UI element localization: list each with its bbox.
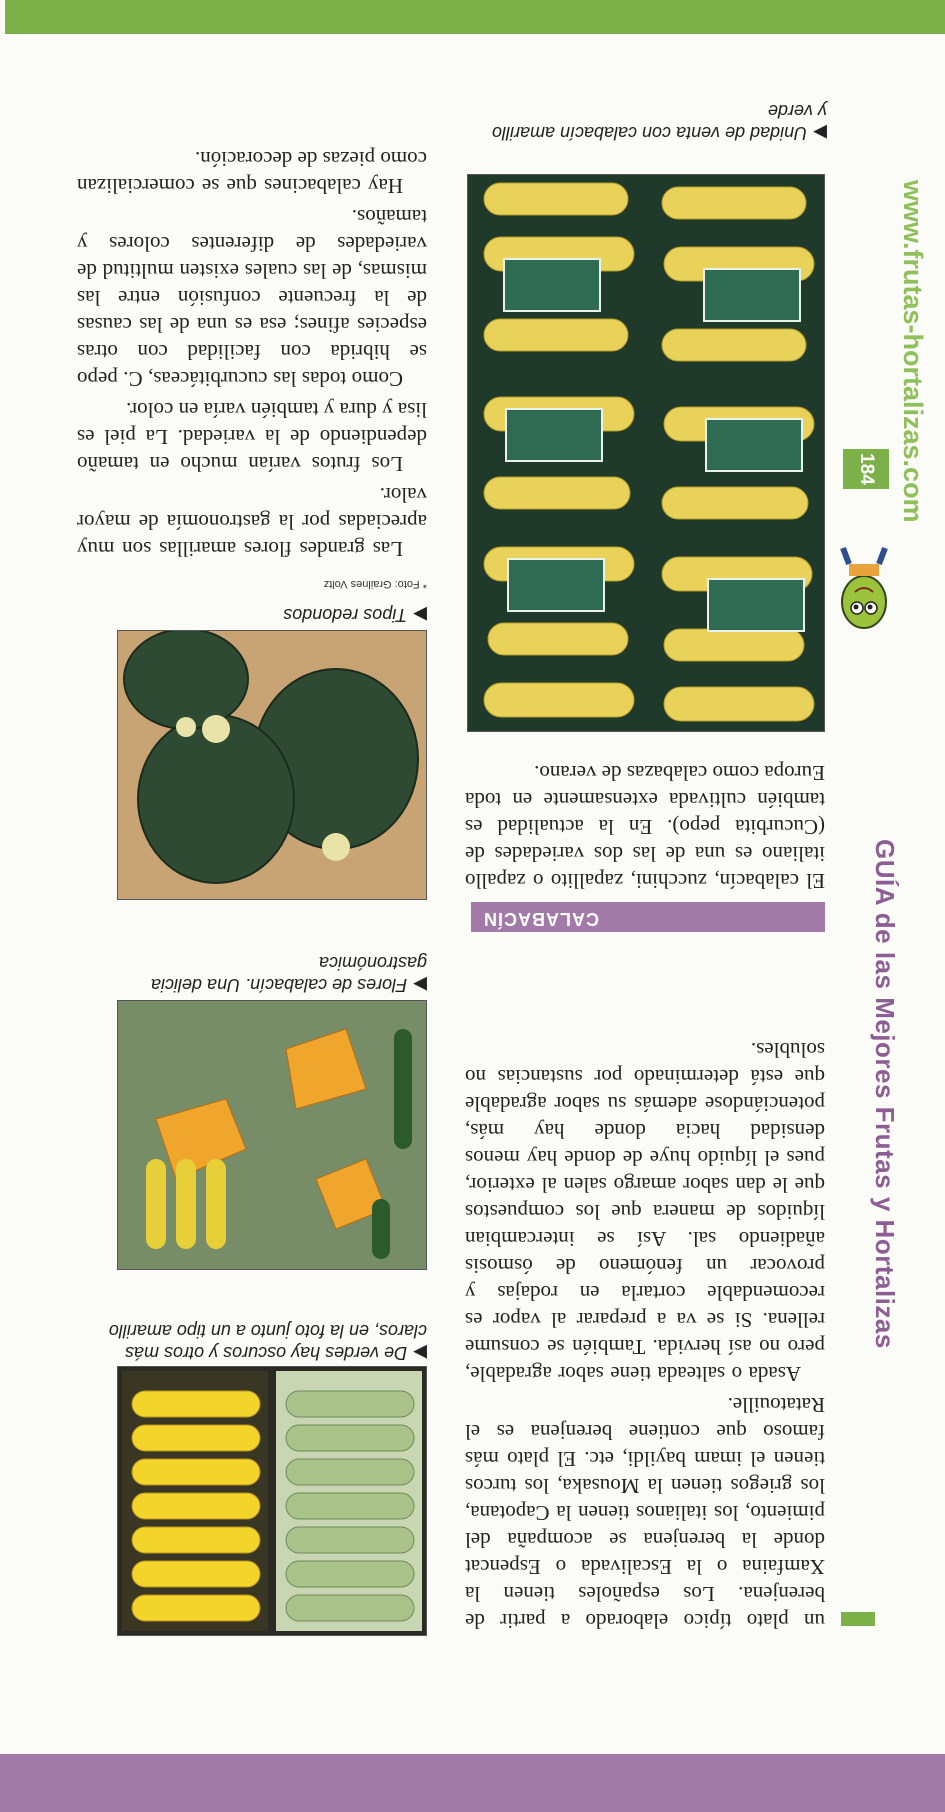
caption-arrow-icon: ▶ (813, 123, 827, 143)
paragraph: un plato típico elaborado a partir de berenjena. Los españoles tienen la Xamfaina o la Escalivada o Espencat donde la berenjena se acompaña del pimiento, los italianos tienen la Capotana, los griegos tienen la Mousaka, los turcos tienen el imam bayildi, etc. El plato más famoso que contiene berenjena es el Ratatouille. (465, 1393, 825, 1633)
caption-arrow-icon: ▶ (413, 1343, 427, 1363)
caption-arrow-icon: ▶ (413, 605, 427, 625)
right-column-text (77, 122, 427, 562)
photo-green-and-yellow-courgettes (117, 1366, 427, 1636)
paragraph: Los frutos varían mucho en tamaño dependiendo de la variedad. La piel es lisa y dura y también varía en color. (77, 398, 427, 476)
paragraph: Las grandes flores amarillas son muy apreciadas por la gastronomía de mayor valor. (77, 483, 427, 561)
paragraph: El calabacín, zucchini, zapallito o zapallo italiano es una de las dos variedades de (Cucurbita pepo). En la actualidad es también cultivada extensamente en toda Europa como calabazas de verano. (465, 761, 825, 893)
photo-courgette-flowers (117, 1000, 427, 1270)
paragraph: Como todas las cucurbitáceas, C. pepo se hibrida con facilidad con otras especies afines; esa es una de las causas de la frecuente confusión entre las mismas, de las cuales existen multitud de variedades de diferentes colores y tamaños. (77, 205, 427, 391)
page-number: 184 (856, 453, 877, 485)
caption-text: De verdes hay oscuros y otros más claros, en la foto junto a un tipo amarillo (108, 1321, 427, 1363)
photo-round-courgettes (117, 630, 427, 900)
caption-text: Tipos redondos (283, 605, 408, 625)
left-column-text (465, 944, 825, 1634)
photo-packaged-squash (467, 174, 825, 732)
mascot-illustration (831, 546, 897, 632)
page-number-badge (843, 449, 889, 489)
calabacin-intro-text (465, 744, 825, 894)
sidebar-rule (841, 1612, 875, 1626)
photo-credit: * Foto: Grailnes Voltz (323, 578, 427, 590)
caption-text: Flores de calabacín. Una delicia gastronómica (151, 953, 427, 995)
website-url: www.frutas-hortalizas.com (898, 180, 928, 523)
caption-arrow-icon: ▶ (413, 975, 427, 995)
bottom-color-bar (5, 0, 945, 34)
paragraph: Asada o salteada tiene sabor agradable, pero no así hervida. También se consume rellena. Si se va a preparar al vapor es recomendable cortarla en rodajas y provocar un fenómeno de ósmosis añadiendo sal. Así se intercambian líquidos de manera que los compuestos que le dan sabor amargo salen al exterior, pues el líquido huye de donde hay menos densidad hacia donde hay más, potenciándose además su sabor agradable que está determinado por sustancias no solubles. (465, 1038, 825, 1386)
section-header-calabacin (471, 902, 825, 932)
caption-text: Unidad de venta con calabacín amarillo y verde (491, 101, 827, 143)
paragraph: Hay calabacines que se comercializan como piezas de decoración. (77, 147, 427, 198)
caption-packages (487, 100, 827, 144)
caption-flowers (107, 952, 427, 996)
top-color-bar (0, 1754, 945, 1812)
caption-round (107, 604, 427, 626)
caption-courgettes (107, 1320, 427, 1364)
guide-title: GUÍA de las Mejores Frutas y Hortalizas (870, 839, 900, 1349)
section-title: CALABACÍN (483, 909, 599, 929)
